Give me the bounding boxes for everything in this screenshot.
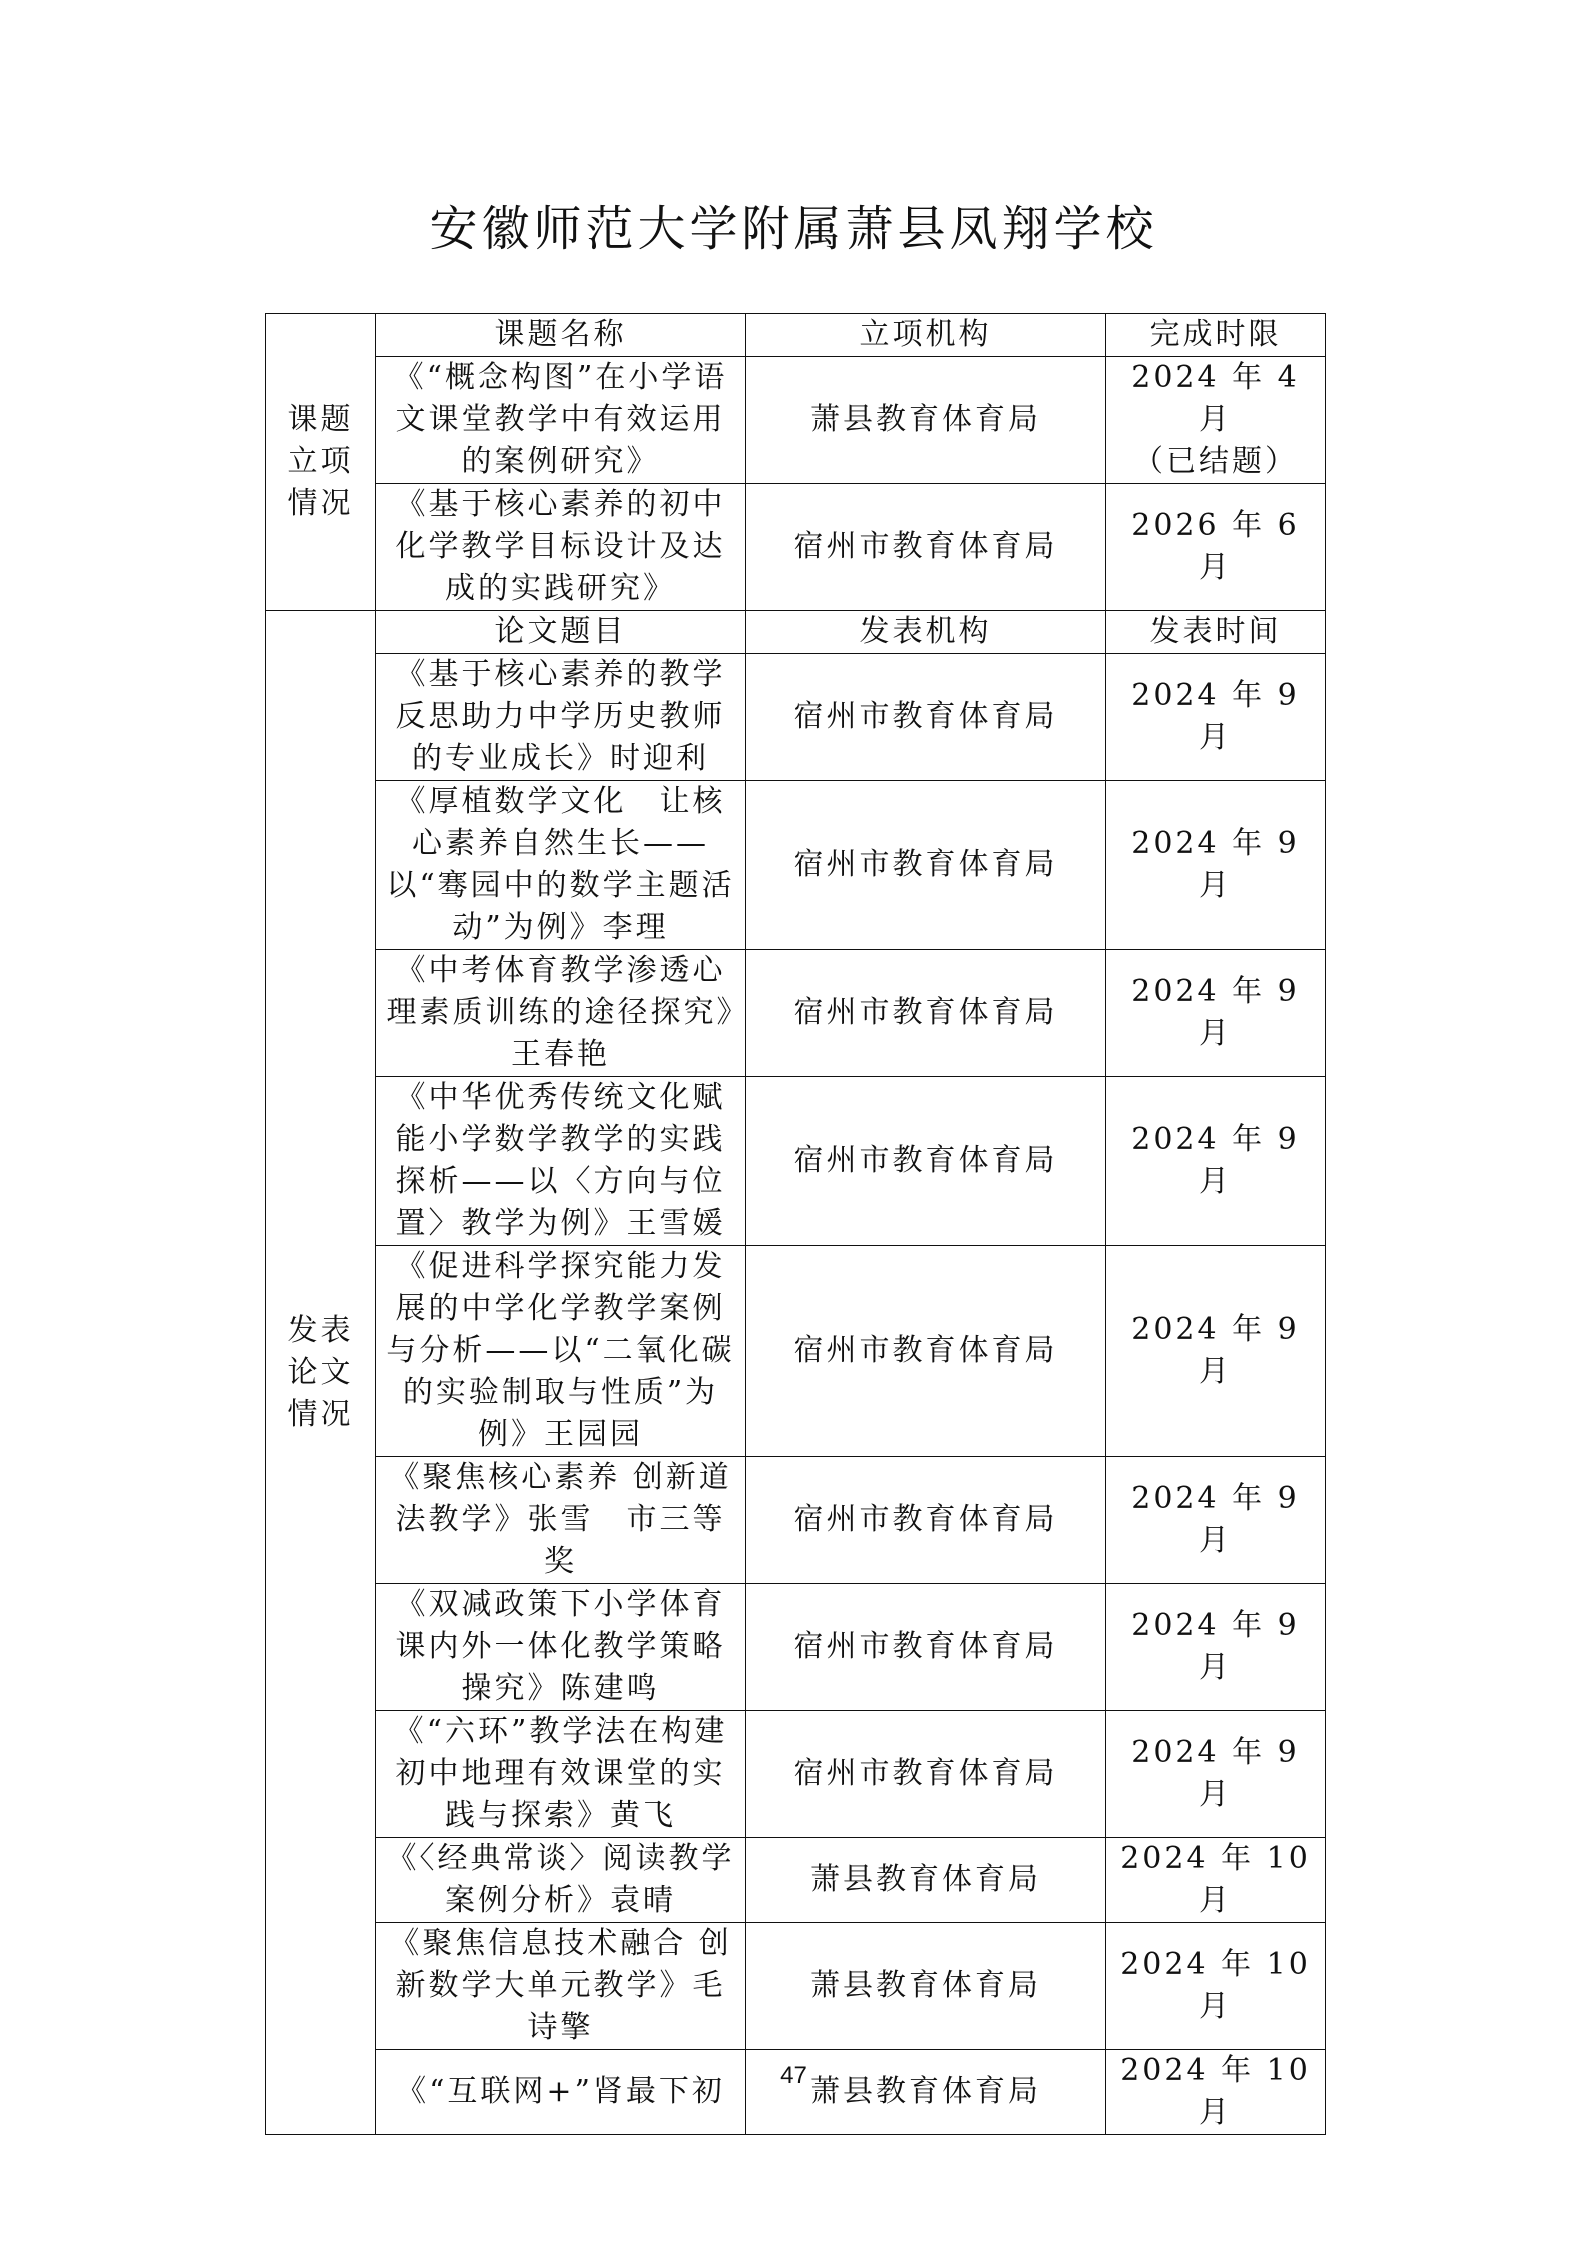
time-cell: 2024 年 9 月 (1106, 1584, 1326, 1711)
org-cell: 宿州市教育体育局 (746, 781, 1106, 950)
projects-column-header: 立项机构 (746, 314, 1106, 357)
time-cell: 2024 年 9 月 (1106, 1457, 1326, 1584)
table-row (266, 1923, 1326, 2050)
table-row (266, 1711, 1326, 1838)
time-cell: 2026 年 6 月 (1106, 484, 1326, 611)
projects-column-header: 课题名称 (376, 314, 746, 357)
papers-column-header: 发表时间 (1106, 611, 1326, 654)
title-cell: 《聚焦核心素养 创新道法教学》张雪 市三等奖 (376, 1457, 746, 1584)
time-cell: 2024 年 10 月 (1106, 1838, 1326, 1923)
time-cell: 2024 年 9 月 (1106, 1711, 1326, 1838)
projects-column-header: 完成时限 (1106, 314, 1326, 357)
table-row (266, 1246, 1326, 1457)
org-cell: 宿州市教育体育局 (746, 950, 1106, 1077)
table-row (266, 1077, 1326, 1246)
org-cell: 宿州市教育体育局 (746, 1584, 1106, 1711)
title-cell: 《基于核心素养的教学反思助力中学历史教师的专业成长》时迎利 (376, 654, 746, 781)
title-cell: 《厚植数学文化 让核心素养自然生长——以“骞园中的数学主题活动”为例》李理 (376, 781, 746, 950)
time-cell: 2024 年 10 月 (1106, 2050, 1326, 2135)
table-row (266, 357, 1326, 484)
org-cell: 宿州市教育体育局 (746, 1457, 1106, 1584)
org-cell: 萧县教育体育局 (746, 1838, 1106, 1923)
title-cell: 《“概念构图”在小学语文课堂教学中有效运用的案例研究》 (376, 357, 746, 484)
org-cell: 萧县教育体育局 (746, 2050, 1106, 2135)
title-cell: 《双减政策下小学体育课内外一体化教学策略操究》陈建鸣 (376, 1584, 746, 1711)
table-row (266, 484, 1326, 611)
papers-column-header: 发表机构 (746, 611, 1106, 654)
org-cell: 宿州市教育体育局 (746, 484, 1106, 611)
time-cell: 2024 年 9 月 (1106, 950, 1326, 1077)
org-cell: 宿州市教育体育局 (746, 1246, 1106, 1457)
time-cell: 2024 年 4 月 （已结题） (1106, 357, 1326, 484)
title-cell: 《聚焦信息技术融合 创新数学大单元教学》毛诗擎 (376, 1923, 746, 2050)
projects-section-label: 课题 立项 情况 (266, 314, 376, 611)
org-cell: 萧县教育体育局 (746, 1923, 1106, 2050)
projects-header-row (266, 314, 1326, 357)
papers-column-header: 论文题目 (376, 611, 746, 654)
title-cell: 《中考体育教学渗透心理素质训练的途径探究》王春艳 (376, 950, 746, 1077)
title-cell: 《促进科学探究能力发展的中学化学教学案例与分析——以“二氧化碳的实验制取与性质”为例》王园园 (376, 1246, 746, 1457)
title-cell: 《“互联网+”肾最下初 (376, 2050, 746, 2135)
title-cell: 《中华优秀传统文化赋能小学数学教学的实践探析——以〈方向与位置〉教学为例》王雪媛 (376, 1077, 746, 1246)
title-cell: 《“六环”教学法在构建初中地理有效课堂的实践与探索》黄飞 (376, 1711, 746, 1838)
table-row (266, 1838, 1326, 1923)
achievements-table (265, 313, 1326, 2135)
page-number: 47 (780, 2062, 807, 2089)
papers-header-row (266, 611, 1326, 654)
org-cell: 宿州市教育体育局 (746, 1711, 1106, 1838)
org-cell: 宿州市教育体育局 (746, 654, 1106, 781)
page-title: 安徽师范大学附属萧县凤翔学校 (429, 201, 1158, 257)
org-cell: 宿州市教育体育局 (746, 1077, 1106, 1246)
table-row (266, 950, 1326, 1077)
time-cell: 2024 年 9 月 (1106, 1077, 1326, 1246)
table-row (266, 1584, 1326, 1711)
papers-section-label: 发表 论文 情况 (266, 611, 376, 2135)
time-cell: 2024 年 9 月 (1106, 654, 1326, 781)
time-cell: 2024 年 10 月 (1106, 1923, 1326, 2050)
table-row (266, 1457, 1326, 1584)
table-row (266, 654, 1326, 781)
title-cell: 《基于核心素养的初中化学教学目标设计及达成的实践研究》 (376, 484, 746, 611)
org-cell: 萧县教育体育局 (746, 357, 1106, 484)
time-cell: 2024 年 9 月 (1106, 781, 1326, 950)
table-row (266, 781, 1326, 950)
time-cell: 2024 年 9 月 (1106, 1246, 1326, 1457)
title-cell: 《〈经典常谈〉阅读教学案例分析》袁晴 (376, 1838, 746, 1923)
